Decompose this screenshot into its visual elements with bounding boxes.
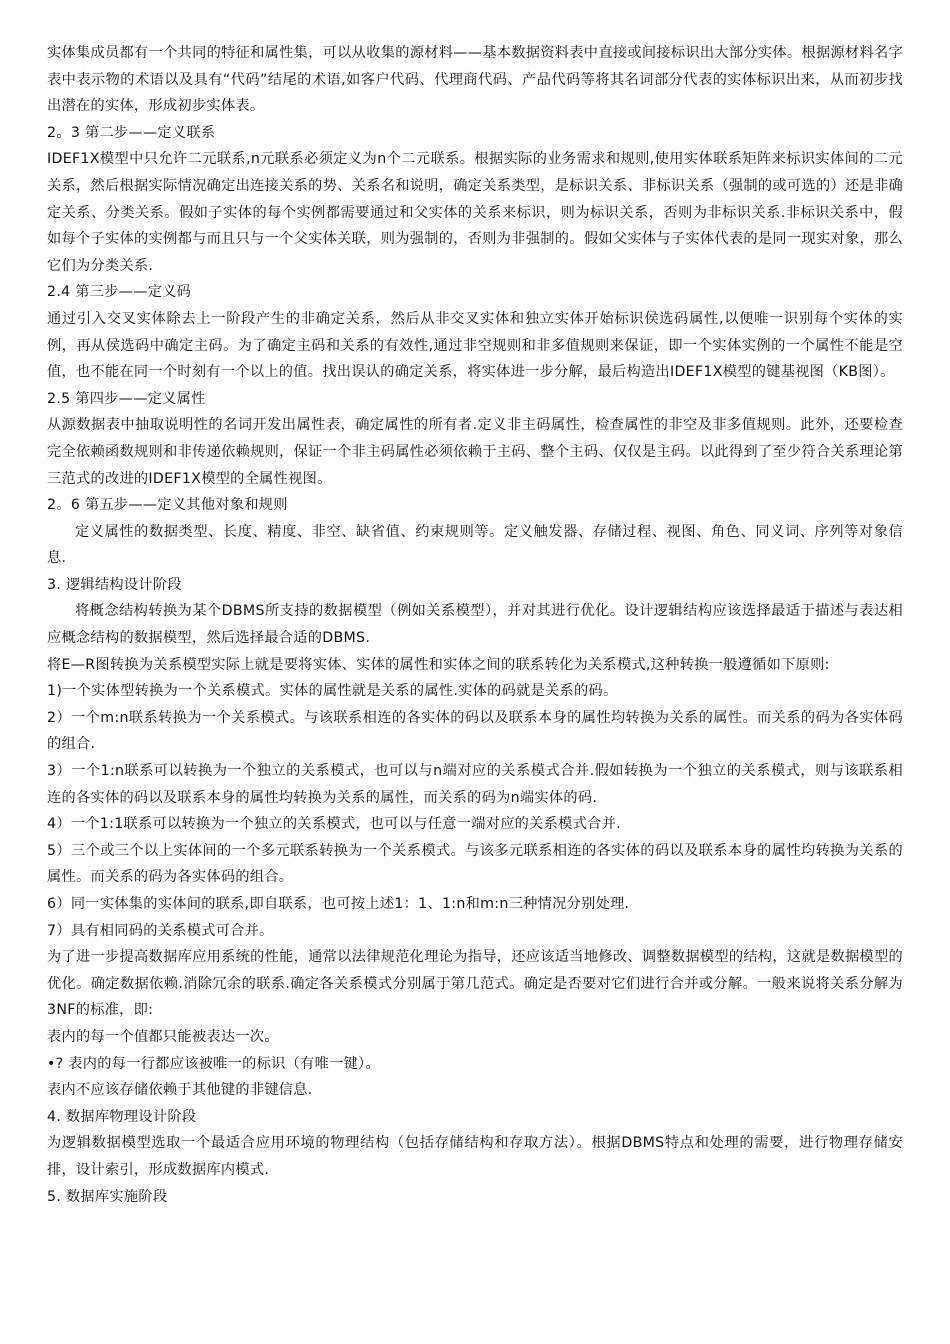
list-item-rule-2: 2）一个m:n联系转换为一个关系模式。与该联系相连的各实体的码以及联系本身的属性均转换为关系的属性。而关系的码为各实体码的组合.: [47, 709, 903, 753]
paragraph-define-other-objects: 定义属性的数据类型、长度、精度、非空、缺省值、约束规则等。定义触发器、存储过程、视图、角色、同义词、序列等对象信息.: [47, 523, 903, 567]
list-item-3nf-1: 表内的每一个值都只能被表达一次。: [47, 1028, 279, 1045]
list-item-rule-6: 6）同一实体集的实体间的联系,即自联系，也可按上述1：1、1:n和m:n三种情况分别处理.: [47, 896, 630, 912]
heading-step-4-define-attributes: 2.5 第四步——定义属性: [47, 390, 206, 407]
list-item-3nf-3: 表内不应该存储依赖于其他键的非键信息.: [47, 1082, 313, 1099]
paragraph-entity-identification: 实体集成员都有一个共同的特征和属性集，可以从收集的源材料——基本数据资料表中直接或间接标识出大部分实体。根据源材料名字表中表示物的术语以及具有“代码”结尾的术语,如客户代码、代理商代码、产品代码等将其名词部分代表的实体标识出来，从而初步找出潜在的实体，形成初步实体表。: [47, 45, 903, 115]
paragraph-define-relations: IDEF1X模型中只允许二元联系,n元联系必须定义为n个二元联系。根据实际的业务需求和规则,使用实体联系矩阵来标识实体间的二元关系，然后根据实际情况确定出连接关系的势、关系名和说明，确定关系类型，是标识关系、非标识关系（强制的或可选的）还是非确定关系、分类关系。假如子实体的每个实例都需要通过和父实体的关系来标识，则为标识关系，否则为非标识关系.非标识关系中，假如每个子实体的实例都与而且只与一个父实体关联，则为强制的，否则为非强制的。假如父实体与子实体代表的是同一现实对象，那么它们为分类关系.: [47, 151, 903, 274]
list-item-rule-4: 4）一个1:1联系可以转换为一个独立的关系模式，也可以与任意一端对应的关系模式合并.: [47, 816, 621, 833]
list-item-rule-7: 7）具有相同码的关系模式可合并。: [47, 922, 274, 939]
heading-step-2-define-relations: 2。3 第二步——定义联系: [47, 124, 216, 141]
paragraph-define-attributes: 从源数据表中抽取说明性的名词开发出属性表，确定属性的所有者.定义非主码属性，检查属性的非空及非多值规则。此外，还要检查完全依赖函数规则和非传递依赖规则，保证一个非主码属性必须依赖于主码、整个主码、仅仅是主码。以此得到了至少符合关系理论第三范式的改进的IDEF1X模型的全属性视图。: [47, 417, 903, 487]
paragraph-logical-design-intro: 将概念结构转换为某个DBMS所支持的数据模型（例如关系模型），并对其进行优化。设计逻辑结构应该选择最适于描述与表达相应概念结构的数据模型，然后选择最合适的DBMS.: [47, 603, 903, 647]
paragraph-er-conversion: 将E—R图转换为关系模型实际上就是要将实体、实体的属性和实体之间的联系转化为关系模式,这种转换一般遵循如下原则:: [47, 656, 830, 673]
heading-step-3-define-keys: 2.4 第三步——定义码: [47, 284, 192, 301]
list-item-rule-5: 5）三个或三个以上实体间的一个多元联系转换为一个关系模式。与该多元联系相连的各实体的码以及联系本身的属性均转换为关系的属性。而关系的码为各实体码的组合。: [47, 842, 903, 886]
list-item-3nf-2: •? 表内的每一行都应该被唯一的标识（有唯一键）。: [47, 1055, 380, 1072]
paragraph-physical-design: 为逻辑数据模型选取一个最适合应用环境的物理结构（包括存储结构和存取方法）。根据DBMS特点和处理的需要，进行物理存储安排，设计索引，形成数据库内模式.: [47, 1135, 903, 1178]
heading-implementation: 5. 数据库实施阶段: [47, 1188, 168, 1205]
paragraph-model-optimization: 为了进一步提高数据库应用系统的性能，通常以法律规范化理论为指导，还应该适当地修改、调整数据模型的结构，这就是数据模型的优化。确定数据依赖.消除冗余的联系.确定各关系模式分别属于第几范式。确定是否要对它们进行合并或分解。一般来说将关系分解为3NF的标准，即:: [47, 949, 903, 1019]
list-item-rule-1: 1)一个实体型转换为一个关系模式。实体的属性就是关系的属性.实体的码就是关系的码。: [47, 683, 618, 700]
heading-logical-design: 3. 逻辑结构设计阶段: [47, 576, 182, 593]
document-page: [47, 40, 903, 1210]
heading-physical-design: 4. 数据库物理设计阶段: [47, 1108, 197, 1125]
heading-step-5-define-other-objects: 2。6 第五步——定义其他对象和规则: [47, 497, 288, 514]
list-item-rule-3: 3）一个1:n联系可以转换为一个独立的关系模式，也可以与n端对应的关系模式合并.假如转换为一个独立的关系模式，则与该联系相连的各实体的码以及联系本身的属性均转换为关系的属性，而关系的码为n端实体的码.: [47, 763, 903, 806]
paragraph-define-keys: 通过引入交叉实体除去上一阶段产生的非确定关系，然后从非交叉实体和独立实体开始标识侯选码属性,以便唯一识别每个实体的实例，再从侯选码中确定主码。为了确定主码和关系的有效性,通过非空规则和非多值规则来保证，即一个实体实例的一个属性不能是空值，也不能在同一个时刻有一个以上的值。找出误认的确定关系，将实体进一步分解，最后构造出IDEF1X模型的键基视图（KB图）。: [47, 310, 903, 381]
